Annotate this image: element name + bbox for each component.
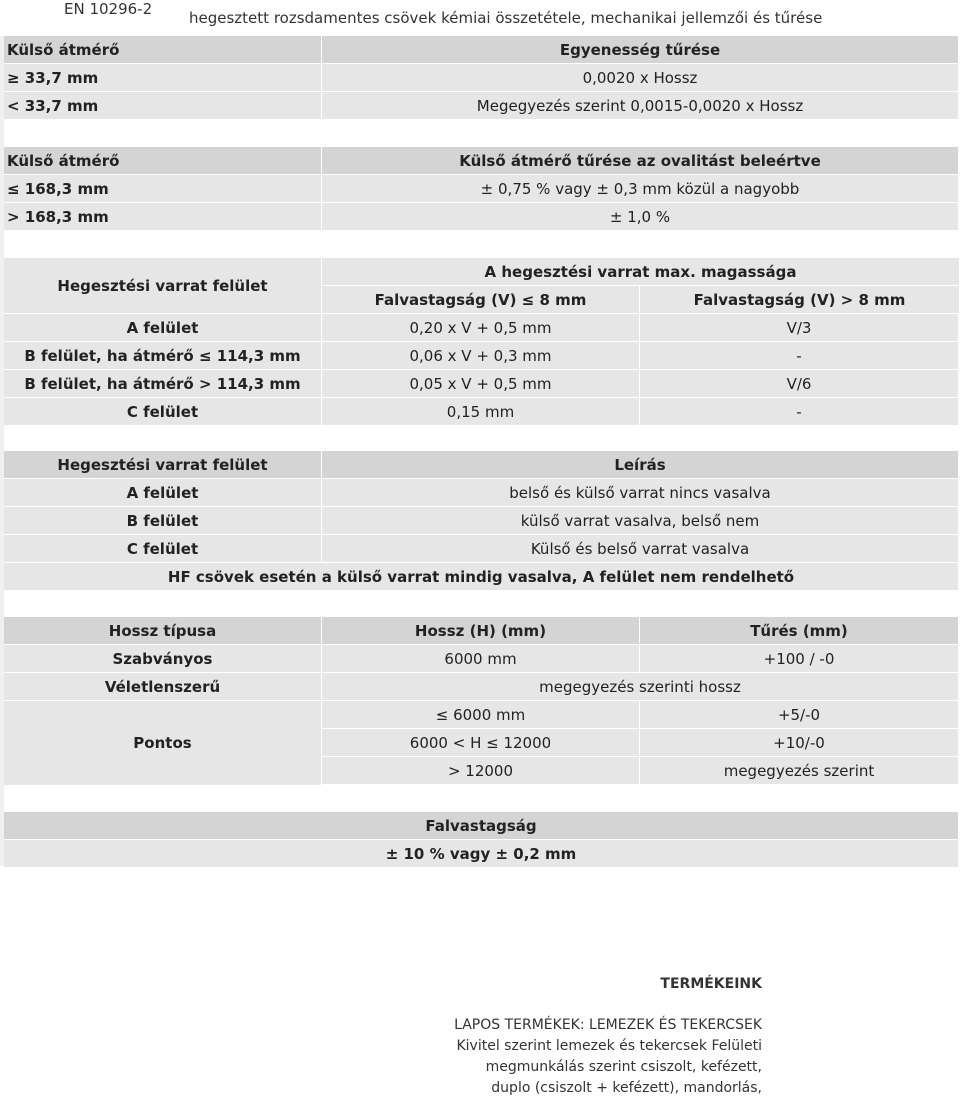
row-value: 0,15 mm [322,398,640,426]
document-code: EN 10296-2 [64,0,153,18]
row-value: megegyezés szerinti hossz [322,673,959,701]
row-value: - [640,398,959,426]
row-value: ± 0,75 % vagy ± 0,3 mm közül a nagyobb [322,175,959,203]
col-header-length-type: Hossz típusa [4,617,322,645]
row-value: +100 / -0 [640,645,959,673]
products-line: Kivitel szerint lemezek és tekercsek Felületi [456,1038,762,1054]
col-header-wall-thickness: Falvastagság [4,812,959,840]
products-line: duplo (csiszolt + kefézett), mandorlás, [491,1080,762,1096]
col-header-description: Leírás [322,451,959,479]
row-value: Megegyezés szerint 0,0015-0,0020 x Hossz [322,92,959,120]
col-header-straightness: Egyenesség tűrése [322,36,959,64]
row-label: Szabványos [4,645,322,673]
row-label: C felület [4,535,322,563]
col-header-length: Hossz (H) (mm) [322,617,640,645]
row-value: ± 1,0 % [322,203,959,231]
subheader-wall-gt8: Falvastagság (V) > 8 mm [640,286,959,314]
diameter-table [4,147,959,231]
row-value: V/6 [640,370,959,398]
row-value: belső és külső varrat nincs vasalva [322,479,959,507]
wall-thickness-value: ± 10 % vagy ± 0,2 mm [4,840,959,868]
row-value: 0,05 x V + 0,5 mm [322,370,640,398]
length-table [4,617,959,783]
row-label: B felület, ha átmérő > 114,3 mm [4,370,322,398]
row-label: A felület [4,314,322,342]
row-label: ≤ 168,3 mm [4,175,322,203]
row-label-exact: Pontos [4,701,322,785]
col-header-tolerance: Külső átmérő tűrése az ovalitást beleértve [322,147,959,175]
wall-thickness-table [4,812,959,868]
row-label: B felület, ha átmérő ≤ 114,3 mm [4,342,322,370]
row-value: > 12000 [322,757,640,785]
document-title: hegesztett rozsdamentes csövek kémiai összetétele, mechanikai jellemzői és tűrése [189,9,823,27]
straightness-table [4,36,959,120]
row-value: ≤ 6000 mm [322,701,640,729]
row-value: V/3 [640,314,959,342]
row-value: megegyezés szerint [640,757,959,785]
row-label: > 168,3 mm [4,203,322,231]
products-line: LAPOS TERMÉKEK: LEMEZEK ÉS TEKERCSEK [454,1017,762,1033]
col-header-weld-surface: Hegesztési varrat felület [4,451,322,479]
row-value: +5/-0 [640,701,959,729]
col-header-diameter: Külső átmérő [4,36,322,64]
row-label: Véletlenszerű [4,673,322,701]
row-value: 6000 < H ≤ 12000 [322,729,640,757]
products-heading: TERMÉKEINK [660,976,762,992]
products-line: megmunkálás szerint csiszolt, kefézett, [485,1059,762,1075]
col-header-diameter: Külső átmérő [4,147,322,175]
row-value: Külső és belső varrat vasalva [322,535,959,563]
row-value: +10/-0 [640,729,959,757]
row-value: külső varrat vasalva, belső nem [322,507,959,535]
products-text [454,1015,762,1099]
row-value: 0,06 x V + 0,3 mm [322,342,640,370]
weld-height-table [4,258,959,420]
row-label: B felület [4,507,322,535]
row-value: 0,0020 x Hossz [322,64,959,92]
col-header-weld-surface: Hegesztési varrat felület [4,258,322,314]
row-value: 0,20 x V + 0,5 mm [322,314,640,342]
row-value: 6000 mm [322,645,640,673]
col-header-tolerance: Tűrés (mm) [640,617,959,645]
row-label: A felület [4,479,322,507]
row-label: C felület [4,398,322,426]
row-label: ≥ 33,7 mm [4,64,322,92]
row-value: - [640,342,959,370]
subheader-wall-le8: Falvastagság (V) ≤ 8 mm [322,286,640,314]
weld-description-table [4,451,959,591]
col-header-max-height: A hegesztési varrat max. magassága [322,258,959,286]
row-label: < 33,7 mm [4,92,322,120]
weld-note: HF csövek esetén a külső varrat mindig vasalva, A felület nem rendelhető [4,563,959,591]
